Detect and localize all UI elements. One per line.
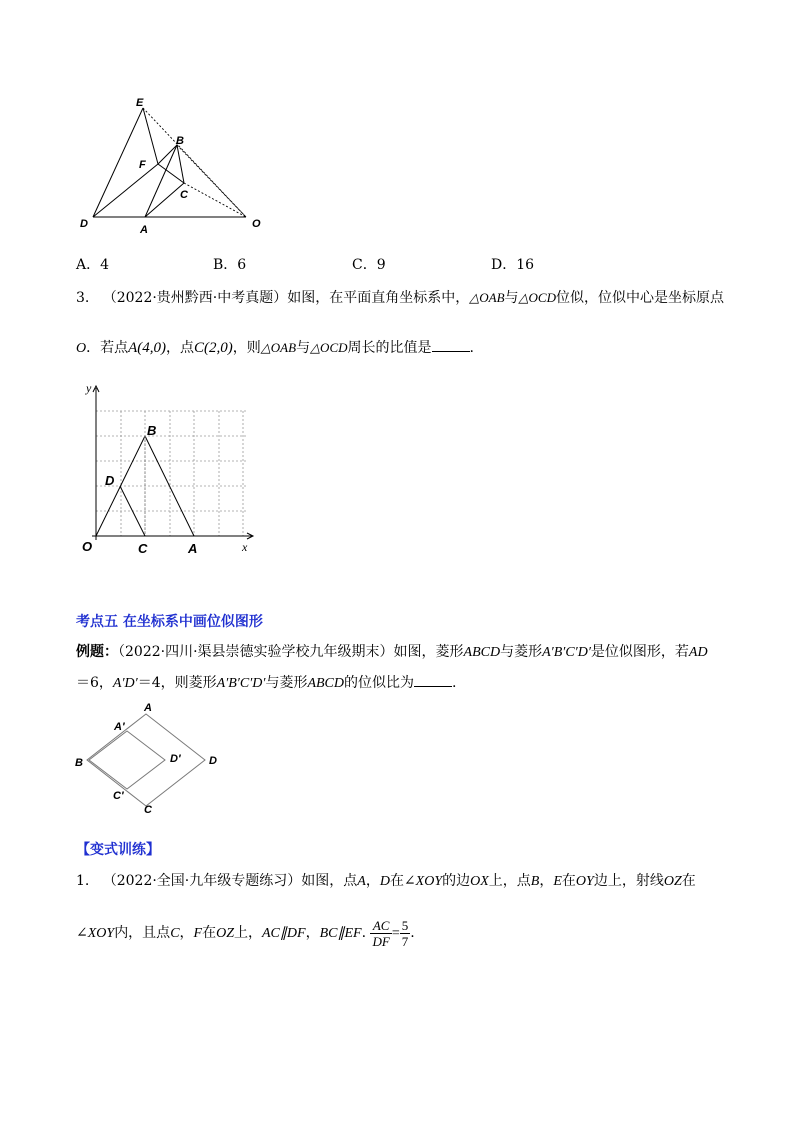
question-3-line-2: O．若点A(4,0)，点C(2,0)，则△OAB与△OCD周长的比值是 .: [76, 337, 474, 359]
option-a: A．4: [76, 257, 110, 273]
rhombus-a2b2c2d2: [89, 731, 165, 789]
fraction-ac-df: $\frac{AC}{DF}$: [372, 917, 390, 949]
variant-title: 【变式训练】: [76, 842, 160, 858]
segment-fb: [158, 145, 177, 164]
figure-3-rhombi: [66, 700, 236, 820]
fraction-value: $\frac{5}{7}$: [401, 917, 409, 949]
section-title: 考点五 在坐标系中画位似图形: [76, 614, 263, 630]
question-3-line-1: 3. （2022·贵州黔西·中考真题）如图，在平面直角坐标系中，△OAB与△OCD位似，位似中心是坐标原点: [76, 290, 724, 306]
label-c: C: [180, 189, 188, 201]
figure-1: [70, 90, 270, 240]
segment-ef: [143, 108, 158, 164]
label-e: E: [136, 97, 144, 109]
label-c: C: [138, 541, 148, 556]
label-d-prime: D′: [170, 753, 181, 765]
segment-ed: [93, 108, 143, 217]
example-line-1: 例题：（2022·四川·渠县崇德实验学校九年级期末）如图，菱形ABCD与菱形A′B′C′D′是位似图形，若AD: [76, 644, 708, 660]
segment-ac: [145, 183, 184, 217]
label-a-prime: A′: [114, 721, 125, 733]
question-1-line-2: ∠XOY内，且点C，F在OZ上，AC∥DF，BC∥EF. $\frac{AC}{DF}$ = $\frac{5}{7}$ .: [76, 917, 415, 949]
dashed-co: [184, 183, 246, 217]
segment-ab: [145, 145, 177, 217]
label-f: F: [139, 159, 146, 171]
label-a: A: [144, 702, 152, 714]
example-line-2: ＝6，A′D′＝4，则菱形A′B′C′D′与菱形ABCD的位似比为 .: [76, 672, 456, 694]
label-a: A: [140, 224, 148, 236]
answer-blank-q3: [432, 337, 470, 352]
option-c: C．9: [352, 257, 386, 273]
grid-lines: [96, 411, 248, 536]
label-c: C: [144, 804, 152, 816]
option-d: D．16: [491, 257, 535, 273]
label-d: D: [105, 473, 115, 488]
axis-label-x: x: [242, 540, 248, 554]
rhombus-abcd: [87, 714, 205, 806]
question-1-line-1: 1. （2022·全国·九年级专题练习）如图，点A，D在∠XOY的边OX上，点B，E在OY边上，射线OZ在: [76, 873, 696, 889]
figure-2-coordinate-grid: [72, 378, 262, 558]
answer-blank-example: [414, 672, 452, 687]
label-b: B: [75, 757, 83, 769]
dashed-bo: [177, 145, 246, 217]
option-b: B．6: [213, 257, 247, 273]
label-a: A: [188, 541, 198, 556]
label-o: O: [252, 218, 261, 230]
label-b: B: [147, 423, 157, 438]
label-c-prime: C′: [113, 790, 124, 802]
label-o: O: [82, 539, 93, 554]
axis-label-y: y: [86, 381, 92, 395]
label-d: D: [209, 755, 217, 767]
label-d: D: [80, 218, 88, 230]
label-b: B: [176, 135, 184, 147]
